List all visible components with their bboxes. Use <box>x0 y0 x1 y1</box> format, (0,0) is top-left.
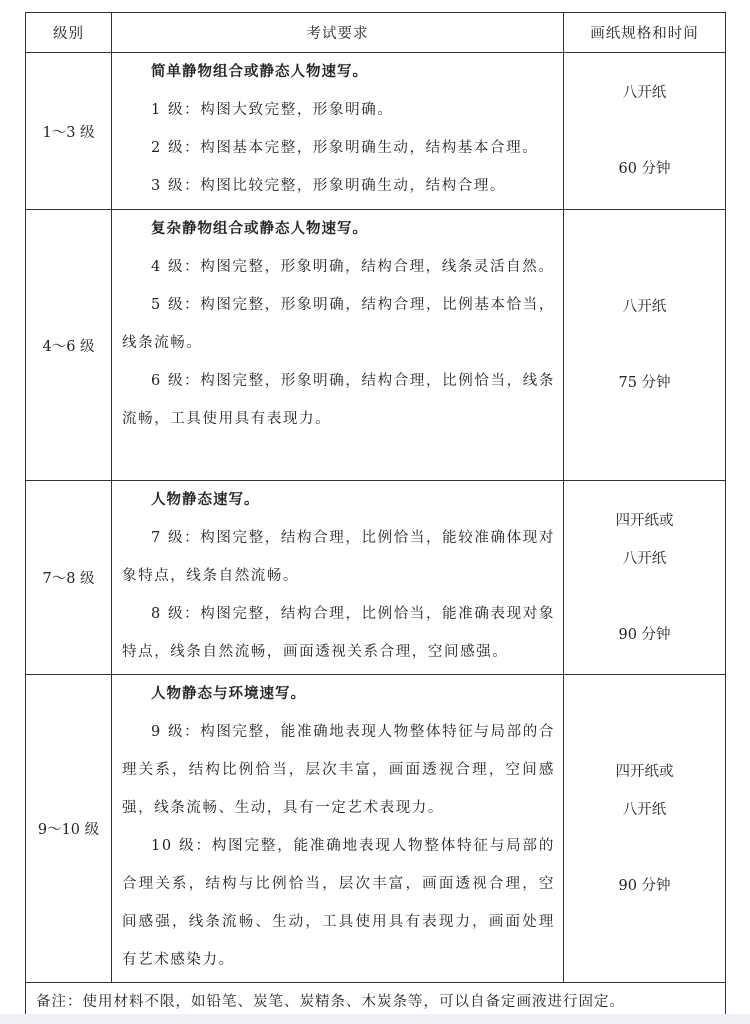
paper-size: 八开纸 <box>622 550 667 567</box>
paper-size: 四开纸或 <box>615 512 674 529</box>
table-row <box>26 210 726 481</box>
requirement-item: 5 级：构图完整，形象明确，结构合理，比例基本恰当，线条流畅。 <box>122 297 555 351</box>
header-spec: 画纸规格和时间 <box>564 13 726 53</box>
requirement-title: 人物静态与环境速写。 <box>151 685 306 702</box>
paper-size: 四开纸或 <box>615 763 674 780</box>
requirement-item: 4 级：构图完整，形象明确，结构合理，线条灵活自然。 <box>151 259 555 275</box>
level-cell: 1～3 级 <box>26 53 112 210</box>
spec-cell <box>564 675 726 983</box>
paper-size: 八开纸 <box>622 85 667 101</box>
paper-size: 八开纸 <box>622 801 667 818</box>
exam-requirements-table <box>25 12 726 1018</box>
note-row <box>26 983 726 1018</box>
page-bottom-bar <box>0 1014 750 1024</box>
table-row <box>26 675 726 983</box>
table-header-row <box>26 13 726 53</box>
level-cell: 4～6 级 <box>26 210 112 481</box>
paper-size: 八开纸 <box>622 299 667 315</box>
header-level: 级别 <box>26 13 112 53</box>
level-cell: 7～8 级 <box>26 481 112 675</box>
header-requirements: 考试要求 <box>112 13 564 53</box>
level-cell: 9～10 级 <box>26 675 112 983</box>
requirement-item: 10 级：构图完整，能准确地表现人物整体特征与局部的合理关系，结构与比例恰当，层次丰富，画面透视合理，空间感强，线条流畅、生动，工具使用具有表现力，画面处理有艺术感染力。 <box>122 838 555 968</box>
time-limit: 90 分钟 <box>618 626 671 643</box>
requirements-cell <box>112 210 564 481</box>
spec-cell <box>564 481 726 675</box>
requirements-cell <box>112 675 564 983</box>
time-limit: 75 分钟 <box>618 375 671 391</box>
table-row <box>26 53 726 210</box>
requirement-title: 复杂静物组合或静态人物速写。 <box>151 220 368 237</box>
requirement-item: 7 级：构图完整，结构合理，比例恰当，能较准确体现对象特点，线条自然流畅。 <box>122 530 555 584</box>
time-limit: 90 分钟 <box>618 877 671 894</box>
requirements-cell <box>112 53 564 210</box>
requirement-item: 1 级：构图大致完整，形象明确。 <box>151 102 394 118</box>
spec-cell <box>564 210 726 481</box>
spec-cell <box>564 53 726 210</box>
requirement-item: 9 级：构图完整，能准确地表现人物整体特征与局部的合理关系，结构比例恰当，层次丰富，画面透视合理，空间感强，线条流畅、生动，具有一定艺术表现力。 <box>122 724 555 816</box>
requirement-item: 2 级：构图基本完整，形象明确生动，结构基本合理。 <box>151 140 539 156</box>
requirement-title: 人物静态速写。 <box>151 491 260 508</box>
note-text: 备注：使用材料不限，如铅笔、炭笔、炭精条、木炭条等，可以自备定画液进行固定。 <box>26 983 726 1018</box>
table-row <box>26 481 726 675</box>
requirement-item: 8 级：构图完整，结构合理，比例恰当，能准确表现对象特点，线条自然流畅，画面透视关系合理，空间感强。 <box>122 606 555 660</box>
requirements-cell <box>112 481 564 675</box>
requirement-item: 3 级：构图比较完整，形象明确生动，结构合理。 <box>151 178 507 194</box>
requirement-item: 6 级：构图完整，形象明确，结构合理，比例恰当，线条流畅，工具使用具有表现力。 <box>122 373 555 427</box>
time-limit: 60 分钟 <box>618 161 671 177</box>
requirement-title: 简单静物组合或静态人物速写。 <box>151 63 368 80</box>
